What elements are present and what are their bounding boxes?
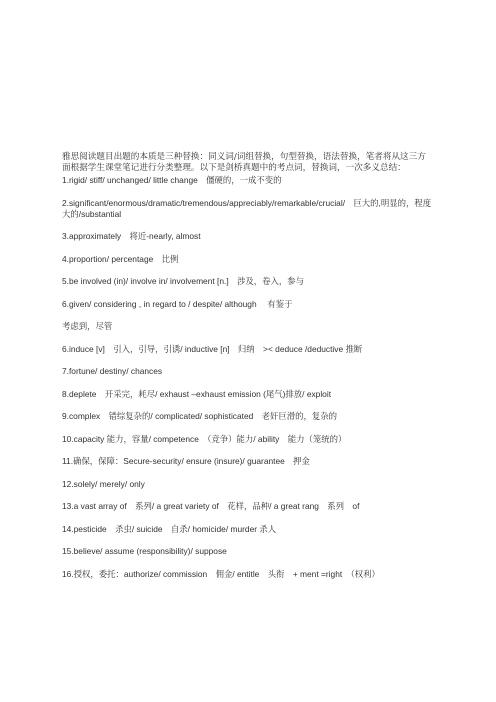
entry-5: 5.be involved (in)/ involve in/ involvement [n.] 涉及，卷入，参与 [62,276,305,286]
entry-6-continuation: 考虑到，尽管 [62,321,113,331]
entry-11: 11.确保，保障：Secure-security/ ensure (insure)/ guarantee 押金 [62,456,310,466]
entry-10: 10.capacity 能力，容量/ competence （竞争）能力/ ability 能力（笼统的） [62,433,347,444]
line-gap [62,422,434,434]
entry-4: 4.proportion/ percentage 比例 [62,253,179,264]
line-gap [62,512,434,524]
entry-14: 14.pesticide 杀虫/ suicide 自杀/ homicide/ murder 杀人 [62,523,277,534]
entry-16: 16.授权，委托：authorize/ commission 佣金/ entitle 头衔 + ment =right （权利） [62,568,380,579]
line-gap [62,535,434,547]
document-page [62,152,434,580]
entry-3: 3.approximately 将近-nearly, almost [62,231,201,241]
line-gap [62,332,434,344]
line-gap [62,467,434,479]
line-gap [62,287,434,299]
entry-15: 15.believe/ assume (responsibility)/ suppose [62,546,227,556]
entry-2: 2.significant/enormous/dramatic/tremendous/appreciably/remarkable/crucial/ 巨大的,明显的，程度大的/substantial [62,197,432,219]
line-gap [62,445,434,457]
line-gap [62,265,434,277]
entry-12: 12.solely/ merely/ only [62,478,145,489]
entry-6b: 6.induce [v] 引入，引导，引诱/ inductive [n] 归纳 >< deduce /deductive 推断 [62,343,363,354]
line-gap [62,355,434,367]
line-gap [62,400,434,412]
line-gap [62,490,434,502]
line-gap [62,377,434,389]
entry-9: 9.complex 错综复杂的/ complicated/ sophisticated 老奸巨滑的，复杂的 [62,411,338,421]
line-gap [62,242,434,254]
intro-paragraph: 雅思阅读题目出题的本质是三种替换：同义词/词组替换，句型替换，语法替换，笔者将从这三方面根据学生课堂笔记进行分类整理。以下是剑桥真题中的考点词，替换词，一次多义总结： [62,152,426,173]
entry-1: 1.rigid/ stiff/ unchanged/ little change 僵硬的，一成不变的 [62,175,282,185]
entry-6: 6.given/ considering , in regard to / despite/ although 有鉴于 [62,298,293,309]
line-gap [62,557,434,569]
entry-13: 13.a vast array of 系列/ a great variety of 花样，品种/ a great rang 系列 of [62,501,360,511]
line-gap [62,310,434,322]
entry-7: 7.fortune/ destiny/ chances [62,366,163,376]
line-gap [62,220,434,232]
line-gap [62,186,434,198]
entry-8: 8.deplete 开采完，耗尽/ exhaust –exhaust emission (尾气)排放/ exploit [62,388,332,399]
